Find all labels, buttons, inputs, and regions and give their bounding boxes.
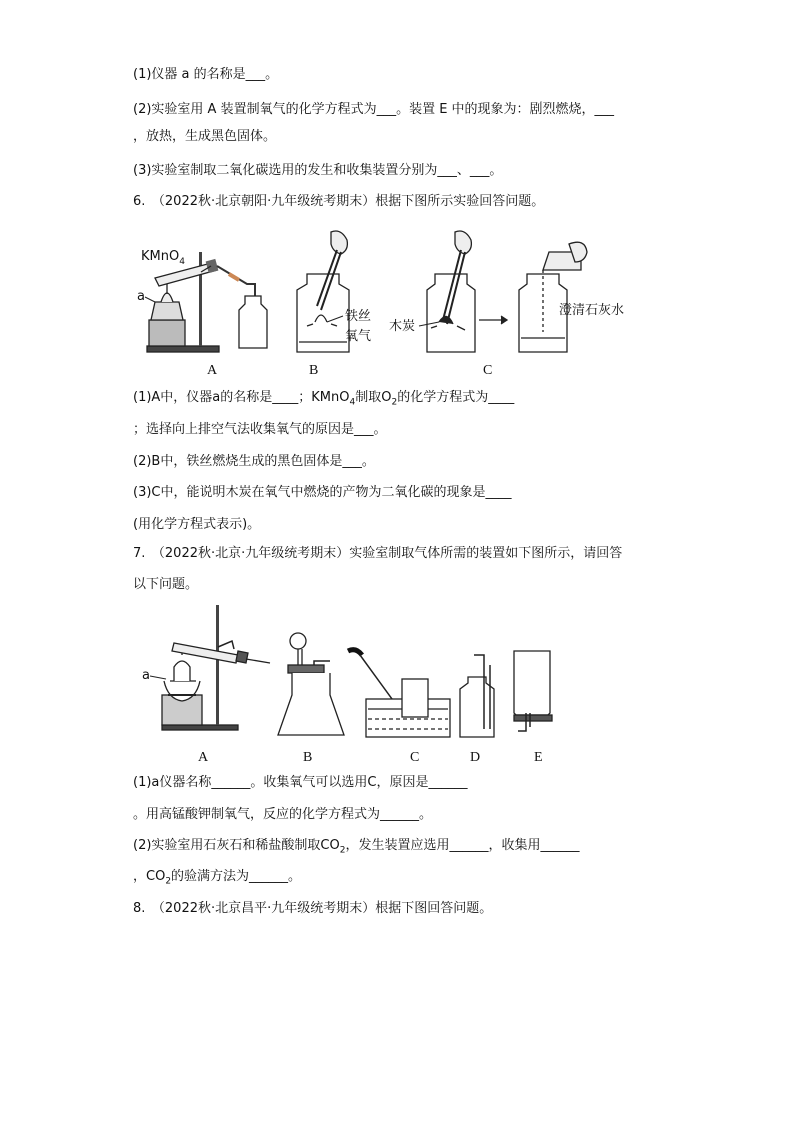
q6-caption-c: C [483, 363, 493, 378]
q6-line-3: (2)B中，铁丝燃烧生成的黑色固体是___。 [133, 454, 375, 469]
q6-label-tiesi: 铁丝 [345, 309, 372, 324]
q6-apparatus-c [427, 231, 587, 352]
q7-caption-c: C [410, 750, 420, 765]
q7-line-3: (2)实验室用石灰石和稀盐酸制取$CO_2$，发生装置应选用______，收集用______ [133, 838, 580, 856]
q5-line-3: ，放热，生成黑色固体。 [133, 129, 277, 144]
q7-caption-d: D [470, 750, 481, 765]
q6-line-5: (用化学方程式表示)。 [133, 517, 261, 532]
q6-label-a: a [137, 289, 145, 304]
q6-line-2: ；选择向上排空气法收集氧气的原因是___。 [133, 422, 387, 437]
q6-label-yangqi: 氧气 [345, 329, 372, 344]
q7-apparatus-a [162, 605, 270, 730]
q6-figure [135, 222, 635, 382]
q7-apparatus-e [514, 651, 552, 731]
q7-apparatus-c [348, 650, 450, 737]
q6-line-4: (3)C中，能说明木炭在氧气中燃烧的产物为二氧化碳的现象是____ [133, 485, 512, 500]
q7-apparatus-d [460, 655, 494, 737]
q6-header: 6. （2022秋·北京朝阳·九年级统考期末）根据下图所示实验回答问题。 [133, 194, 545, 209]
q5-line-1: (1)仪器 a 的名称是___。 [133, 67, 279, 82]
q6-apparatus-a [147, 252, 267, 352]
q8-header: 8. （2022秋·北京昌平·九年级统考期末）根据下图回答问题。 [133, 901, 493, 916]
q7-caption-e: E [534, 750, 543, 765]
q7-label-a: a [142, 668, 150, 683]
q7-line-2: 。用高锰酸钾制氧气，反应的化学方程式为______。 [133, 807, 433, 822]
q6-label-mutan: 木炭 [389, 319, 416, 334]
q5-line-4: (3)实验室制取二氧化碳选用的发生和收集装置分别为___、___。 [133, 163, 503, 178]
q6-kmno4-label: KMnO$_4$ [141, 249, 185, 267]
q7-header-2: 以下问题。 [133, 577, 199, 592]
q7-line-1: (1)a仪器名称______。收集氧气可以选用C，原因是______ [133, 775, 468, 790]
q7-header-1: 7. （2022秋·北京·九年级统考期末）实验室制取气体所需的装置如下图所示，请回答 [133, 546, 623, 561]
q7-figure [138, 603, 578, 768]
q6-caption-b: B [309, 363, 319, 378]
q7-caption-b: B [303, 750, 313, 765]
q6-label-chengqing: 澄清石灰水 [559, 303, 625, 318]
q6-caption-a: A [207, 363, 218, 378]
q5-line-2: (2)实验室用 A 装置制氧气的化学方程式为___。装置 E 中的现象为：剧烈燃烧，___ [133, 102, 615, 117]
q7-apparatus-b [278, 633, 344, 735]
q7-line-4: ，$CO_2$的验满方法为______。 [133, 869, 302, 887]
q6-line-1: (1)A中，仪器a的名称是____；KMnO$_4$制取$O_2$的化学方程式为____ [133, 390, 515, 408]
q7-caption-a: A [198, 750, 209, 765]
q6-apparatus-b [297, 231, 349, 352]
